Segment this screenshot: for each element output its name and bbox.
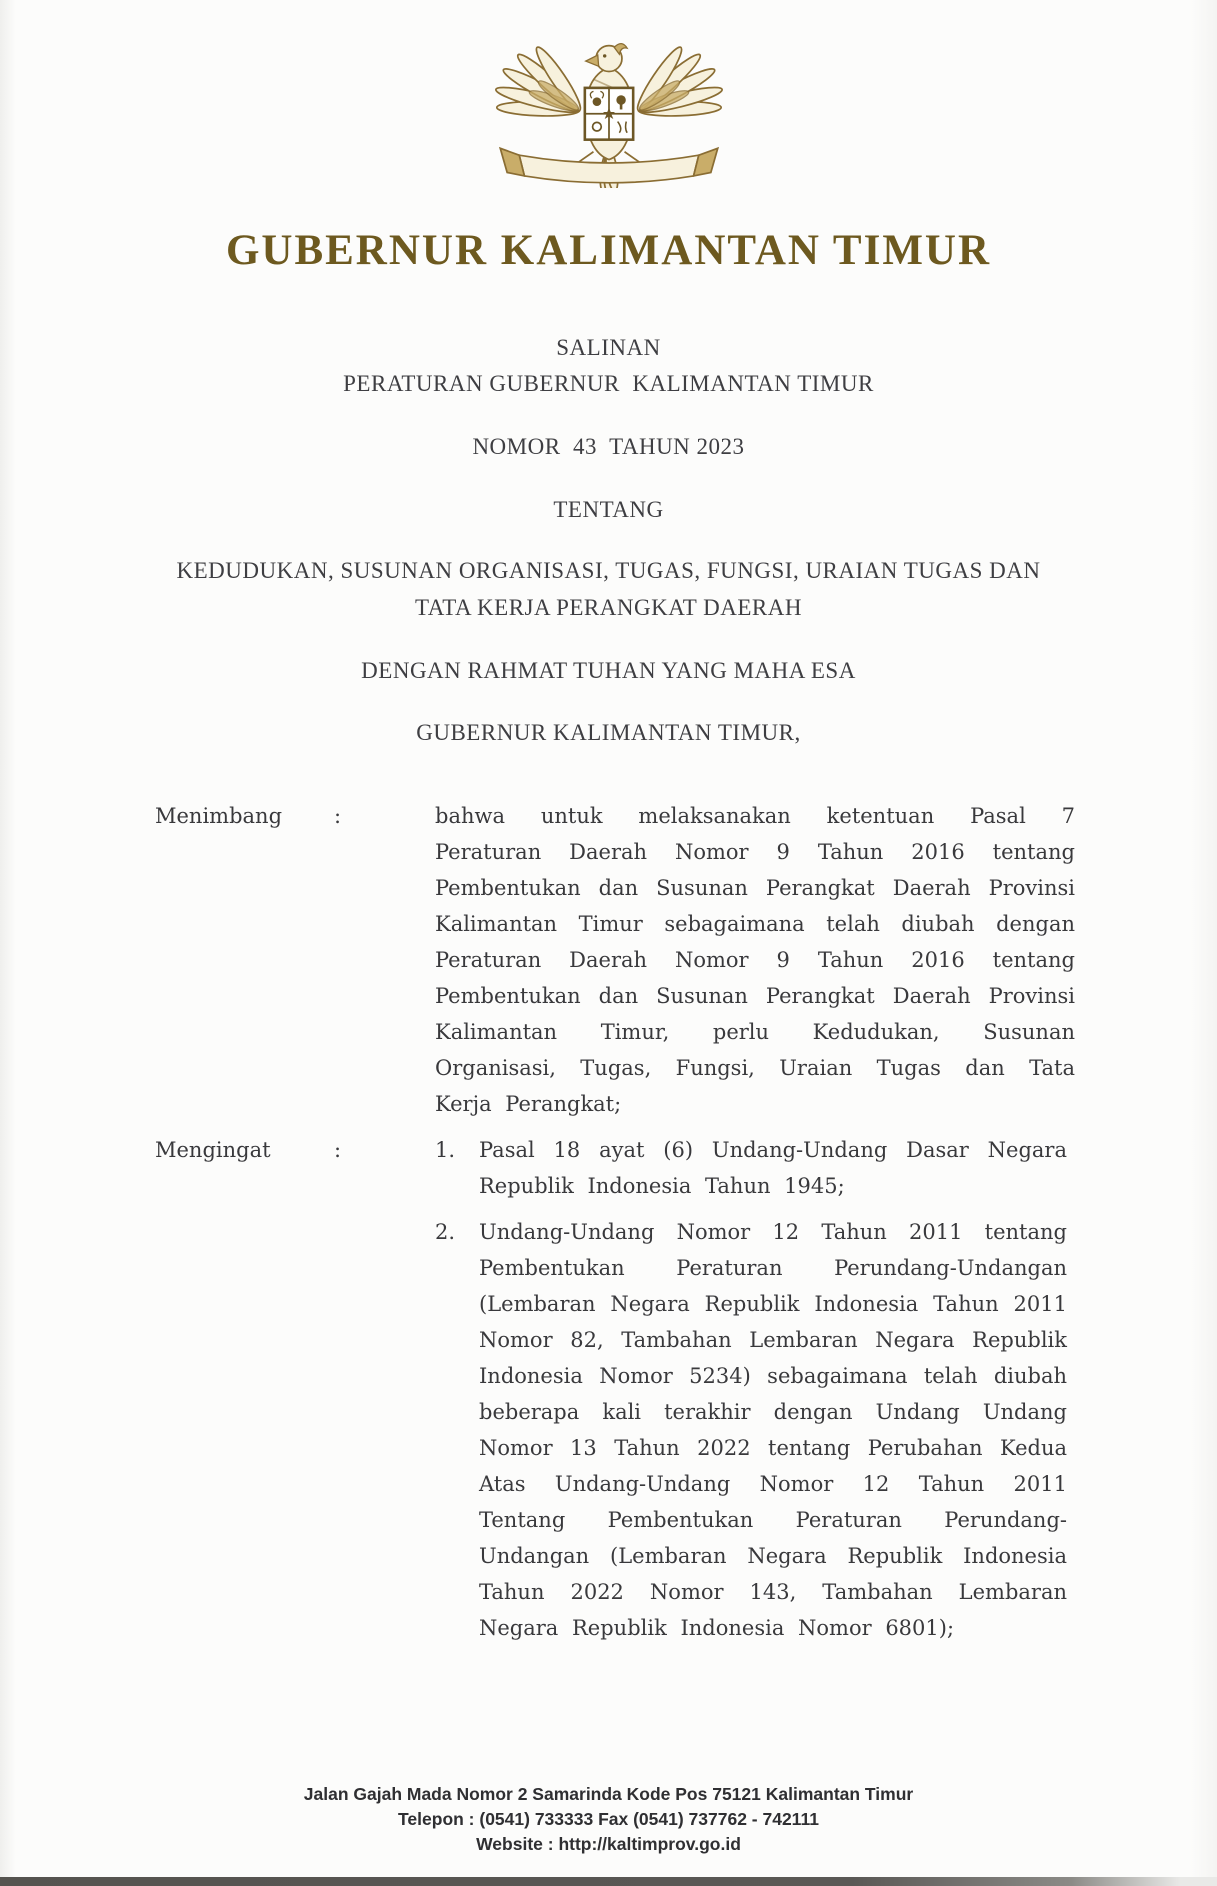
about-label: TENTANG: [553, 497, 664, 522]
mengingat-label: Mengingat: [155, 1138, 271, 1162]
legal-basis-item: [435, 1214, 1095, 1646]
menimbang-label: Menimbang: [155, 804, 283, 828]
authority-title: GUBERNUR KALIMANTAN TIMUR: [225, 227, 992, 274]
menimbang-text: bahwa untuk melaksanakan ketentuan Pasal 7 Peraturan Daerah Nomor 9 Tahun 2016 tentang Pembentukan dan Susunan Perangkat Daerah Provinsi Kalimantan Timur sebagaimana telah diubah dengan Peraturan Daerah Nomor 9 Tahun 2016 tentang Pembentukan dan Susunan Perangkat Daerah Provinsi Kalimantan Timur, perlu Kedudukan, Susunan Organisasi, Tugas, Fungsi, Uraian Tugas dan Tata Kerja Perangkat;: [435, 804, 1075, 1116]
legal-basis-item-number: 2.: [435, 1220, 456, 1244]
mengingat-clause: [155, 1132, 1095, 1656]
footer-address: Jalan Gajah Mada Nomor 2 Samarinda Kode Pos 75121 Kalimantan Timur: [303, 1784, 914, 1804]
legal-basis-item-number: 1.: [435, 1138, 456, 1162]
letterhead-footer: [0, 1782, 1217, 1857]
subject-line-2: TATA KERJA PERANGKAT DAERAH: [414, 595, 802, 620]
legal-basis-item-text: Pasal 18 ayat (6) Undang-Undang Dasar Negara Republik Indonesia Tahun 1945;: [479, 1138, 1067, 1198]
invocation-line: DENGAN RAHMAT TUHAN YANG MAHA ESA: [361, 658, 856, 683]
scan-edge-bar: [0, 1877, 1217, 1886]
mengingat-items: [435, 1132, 1095, 1656]
menimbang-clause: [155, 798, 1095, 1122]
issuer-line: GUBERNUR KALIMANTAN TIMUR,: [416, 720, 801, 745]
legal-basis-item-text: Undang-Undang Nomor 12 Tahun 2011 tentang Pembentukan Peraturan Perundang-Undangan (Lembaran Negara Republik Indonesia Tahun 2011 Nomor 82, Tambahan Lembaran Negara Republik Indonesia Nomor 5234) sebagaimana telah diubah beberapa kali terakhir dengan Undang Undang Nomor 13 Tahun 2022 tentang Perubahan Kedua Atas Undang-Undang Nomor 12 Tahun 2011 Tentang Pembentukan Peraturan Perundang-Undangan (Lembaran Negara Republik Indonesia Tahun 2022 Nomor 143, Tambahan Lembaran Negara Republik Indonesia Nomor 6801);: [479, 1220, 1067, 1640]
regulation-number-line: NOMOR 43 TAHUN 2023: [472, 434, 745, 459]
garuda-pancasila-icon: [453, 24, 765, 188]
emblem-container: [0, 24, 1217, 193]
mengingat-colon: :: [334, 1138, 342, 1162]
copy-label: SALINAN: [556, 335, 661, 360]
regulation-title: PERATURAN GUBERNUR KALIMANTAN TIMUR: [343, 371, 874, 396]
legal-basis-item: [435, 1132, 1095, 1204]
footer-website: Website : http://kaltimprov.go.id: [476, 1834, 741, 1854]
menimbang-colon: :: [334, 804, 342, 828]
subject-line-1: KEDUDUKAN, SUSUNAN ORGANISASI, TUGAS, FUNGSI, URAIAN TUGAS DAN: [176, 558, 1041, 583]
footer-phone: Telepon : (0541) 733333 Fax (0541) 737762 - 742111: [398, 1809, 819, 1829]
